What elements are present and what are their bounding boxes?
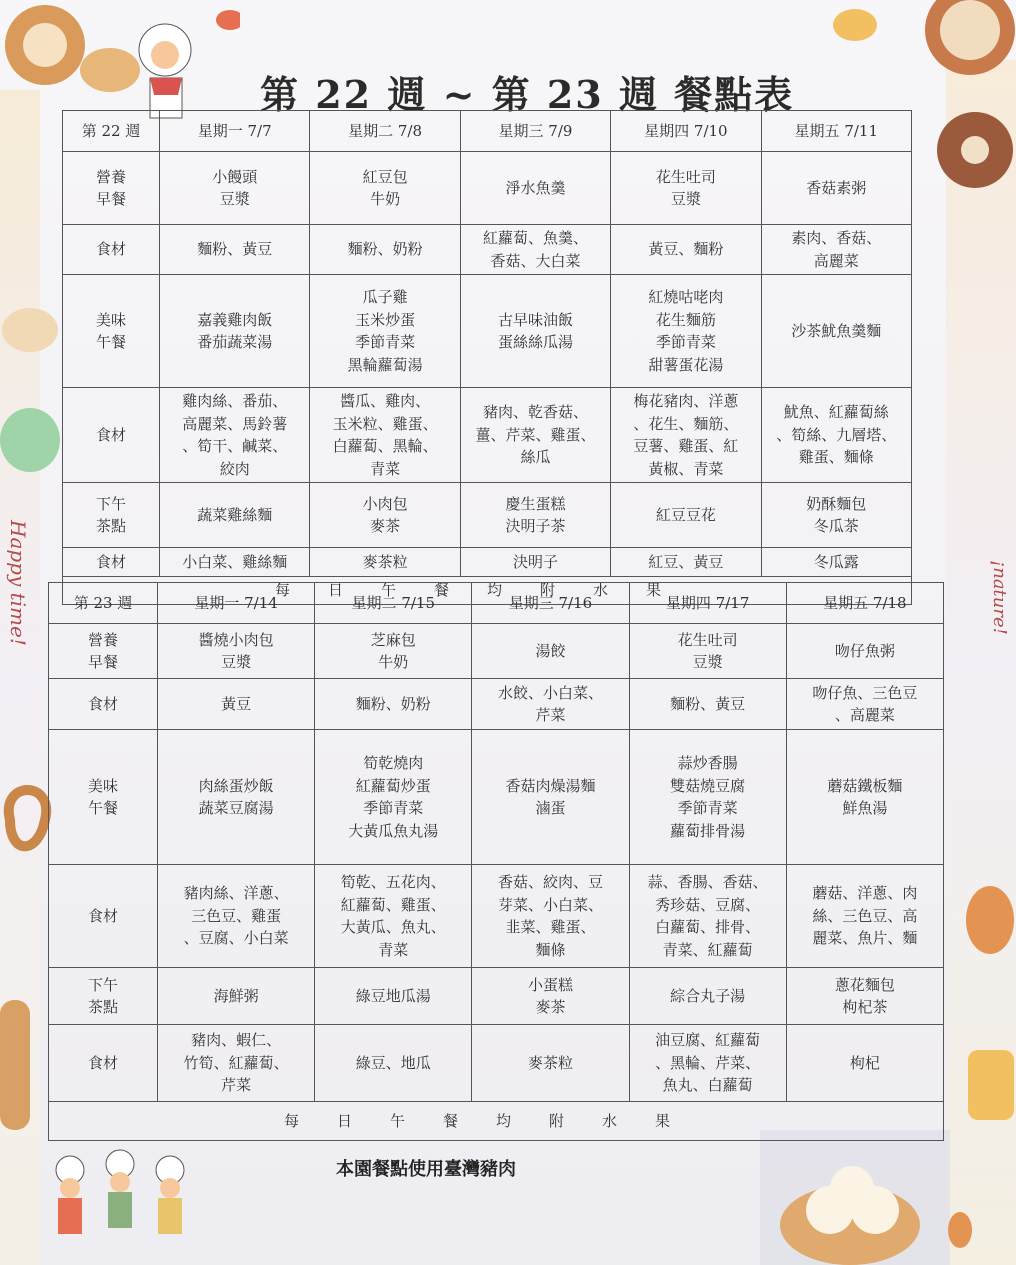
ingredient-cell: 吻仔魚、三色豆 、高麗菜: [786, 679, 943, 730]
day-header: 星期三 7/9: [460, 111, 610, 152]
ingredient-cell: 蒜、香腸、香菇、 秀珍菇、豆腐、 白蘿蔔、排骨、 青菜、紅蘿蔔: [629, 865, 786, 968]
day-header: 星期五 7/18: [786, 583, 943, 624]
menu-cell: 瓜子雞 玉米炒蛋 季節青菜 黑輪蘿蔔湯: [310, 275, 460, 388]
menu-cell: 小饅頭 豆漿: [160, 152, 310, 225]
week23-note-row: [49, 1102, 944, 1141]
ingredient-cell: 筍乾、五花肉、 紅蘿蔔、雞蛋、 大黃瓜、魚丸、 青菜: [315, 865, 472, 968]
row-label: 美味 午餐: [63, 275, 160, 388]
menu-cell: 古早味油飯 蛋絲絲瓜湯: [460, 275, 610, 388]
day-header: 星期一 7/7: [160, 111, 310, 152]
week22-snack-ingredients-row: [63, 548, 912, 577]
menu-cell: 醬燒小肉包 豆漿: [158, 624, 315, 679]
ingredient-cell: 小白菜、雞絲麵: [160, 548, 310, 577]
ingredient-cell: 魷魚、紅蘿蔔絲 、筍絲、九層塔、 雞蛋、麵條: [761, 388, 911, 483]
menu-cell: 蒜炒香腸 雙菇燒豆腐 季節青菜 蘿蔔排骨湯: [629, 730, 786, 865]
page-title: 第 22 週 ~ 第 23 週 餐點表: [260, 72, 795, 117]
ingredient-cell: 麵粉、奶粉: [310, 225, 460, 275]
week22-menu-table-wrapper: [62, 110, 912, 605]
week23-header-row: [49, 583, 944, 624]
week23-menu-table: [48, 582, 944, 1141]
week22-header-row: [63, 111, 912, 152]
week23-breakfast-row: [49, 624, 944, 679]
week22-lunch-ingredients-row: [63, 388, 912, 483]
day-header: 星期二 7/8: [310, 111, 460, 152]
ingredient-cell: 麵粉、黃豆: [160, 225, 310, 275]
row-label: 食材: [63, 388, 160, 483]
ingredient-cell: 麥茶粒: [472, 1025, 629, 1102]
fruit-note: 每日午餐均附水果: [63, 577, 912, 605]
menu-cell: 花生吐司 豆漿: [629, 624, 786, 679]
menu-cell: 蔬菜雞絲麵: [160, 483, 310, 548]
ingredient-cell: 麥茶粒: [310, 548, 460, 577]
ingredient-cell: 麵粉、奶粉: [315, 679, 472, 730]
ingredient-cell: 豬肉、乾香菇、 薑、芹菜、雞蛋、 絲瓜: [460, 388, 610, 483]
menu-cell: 綠豆地瓜湯: [315, 968, 472, 1025]
row-label: 下午 茶點: [63, 483, 160, 548]
week23-lunch-ingredients-row: [49, 865, 944, 968]
ingredient-cell: 豬肉絲、洋蔥、 三色豆、雞蛋 、豆腐、小白菜: [158, 865, 315, 968]
ingredient-cell: 豬肉、蝦仁、 竹筍、紅蘿蔔、 芹菜: [158, 1025, 315, 1102]
ingredient-cell: 醬瓜、雞肉、 玉米粒、雞蛋、 白蘿蔔、黑輪、 青菜: [310, 388, 460, 483]
week22-lunch-row: [63, 275, 912, 388]
menu-cell: 吻仔魚粥: [786, 624, 943, 679]
row-label: 下午 茶點: [49, 968, 158, 1025]
row-label: 美味 午餐: [49, 730, 158, 865]
ingredient-cell: 冬瓜露: [761, 548, 911, 577]
steamed-buns-illustration: [760, 1130, 1016, 1265]
row-label: 食材: [49, 679, 158, 730]
menu-cell: 紅豆包 牛奶: [310, 152, 460, 225]
week22-breakfast-row: [63, 152, 912, 225]
fruit-note: 每日午餐均附水果: [49, 1102, 944, 1141]
bread-side-illustration: [0, 1000, 40, 1140]
menu-cell: 沙茶魷魚羹麵: [761, 275, 911, 388]
week22-menu-table: [62, 110, 912, 605]
week23-menu-table-wrapper: [48, 582, 944, 1141]
menu-cell: 紅豆豆花: [611, 483, 761, 548]
ingredient-cell: 梅花豬肉、洋蔥 、花生、麵筋、 豆薯、雞蛋、紅 黃椒、青菜: [611, 388, 761, 483]
ingredient-cell: 雞肉絲、番茄、 高麗菜、馬鈴薯 、筍干、鹹菜、 絞肉: [160, 388, 310, 483]
menu-cell: 慶生蛋糕 決明子茶: [460, 483, 610, 548]
week23-snack-row: [49, 968, 944, 1025]
ingredient-cell: 蘑菇、洋蔥、肉 絲、三色豆、高 麗菜、魚片、麵: [786, 865, 943, 968]
ingredient-cell: 紅豆、黃豆: [611, 548, 761, 577]
week23-snack-ingredients-row: [49, 1025, 944, 1102]
week23-lunch-row: [49, 730, 944, 865]
pork-origin-note: 本園餐點使用臺灣豬肉: [336, 1159, 516, 1180]
row-label: 營養 早餐: [63, 152, 160, 225]
week22-breakfast-ingredients-row: [63, 225, 912, 275]
menu-cell: 淨水魚羹: [460, 152, 610, 225]
day-header: 星期四 7/10: [611, 111, 761, 152]
menu-cell: 花生吐司 豆漿: [611, 152, 761, 225]
week-label: 第 22 週: [63, 111, 160, 152]
cookie-illustration: [930, 100, 1016, 220]
week22-snack-row: [63, 483, 912, 548]
ingredient-cell: 決明子: [460, 548, 610, 577]
side-slogan-right: ¡nature!: [989, 560, 1010, 635]
ingredient-cell: 素肉、香菇、 高麗菜: [761, 225, 911, 275]
row-label: 食材: [63, 548, 160, 577]
menu-cell: 綜合丸子湯: [629, 968, 786, 1025]
row-label: 食材: [49, 865, 158, 968]
ingredient-cell: 枸杞: [786, 1025, 943, 1102]
ingredient-cell: 紅蘿蔔、魚羹、 香菇、大白菜: [460, 225, 610, 275]
week23-breakfast-ingredients-row: [49, 679, 944, 730]
day-header: 星期二 7/15: [315, 583, 472, 624]
cake-illustration: [0, 290, 60, 490]
ingredient-cell: 麵粉、黃豆: [629, 679, 786, 730]
menu-cell: 肉絲蛋炒飯 蔬菜豆腐湯: [158, 730, 315, 865]
day-header: 星期三 7/16: [472, 583, 629, 624]
ingredient-cell: 綠豆、地瓜: [315, 1025, 472, 1102]
day-header: 星期四 7/17: [629, 583, 786, 624]
menu-cell: 海鮮粥: [158, 968, 315, 1025]
ingredient-cell: 黃豆、麵粉: [611, 225, 761, 275]
day-header: 星期五 7/11: [761, 111, 911, 152]
week-label: 第 23 週: [49, 583, 158, 624]
ingredient-cell: 黃豆: [158, 679, 315, 730]
chefs-illustration: [40, 1140, 210, 1265]
menu-cell: 香菇肉燥湯麵 滷蛋: [472, 730, 629, 865]
row-label: 營養 早餐: [49, 624, 158, 679]
menu-cell: 小蛋糕 麥茶: [472, 968, 629, 1025]
bread-illustration: [820, 0, 1016, 90]
row-label: 食材: [63, 225, 160, 275]
menu-cell: 嘉義雞肉飯 番茄蔬菜湯: [160, 275, 310, 388]
menu-cell: 湯餃: [472, 624, 629, 679]
ingredient-cell: 香菇、絞肉、豆 芽菜、小白菜、 韭菜、雞蛋、 麵條: [472, 865, 629, 968]
cup-illustration: [960, 880, 1016, 1140]
menu-cell: 蘑菇鐵板麵 鮮魚湯: [786, 730, 943, 865]
menu-cell: 香菇素粥: [761, 152, 911, 225]
menu-cell: 奶酥麵包 冬瓜茶: [761, 483, 911, 548]
menu-cell: 蔥花麵包 枸杞茶: [786, 968, 943, 1025]
row-label: 食材: [49, 1025, 158, 1102]
menu-cell: 小肉包 麥茶: [310, 483, 460, 548]
ingredient-cell: 油豆腐、紅蘿蔔 、黑輪、芹菜、 魚丸、白蘿蔔: [629, 1025, 786, 1102]
ingredient-cell: 水餃、小白菜、 芹菜: [472, 679, 629, 730]
menu-cell: 筍乾燒肉 紅蘿蔔炒蛋 季節青菜 大黃瓜魚丸湯: [315, 730, 472, 865]
menu-cell: 芝麻包 牛奶: [315, 624, 472, 679]
day-header: 星期一 7/14: [158, 583, 315, 624]
menu-cell: 紅燒咕咾肉 花生麵筋 季節青菜 甜薯蛋花湯: [611, 275, 761, 388]
side-slogan-left: Happy time!: [6, 520, 30, 646]
